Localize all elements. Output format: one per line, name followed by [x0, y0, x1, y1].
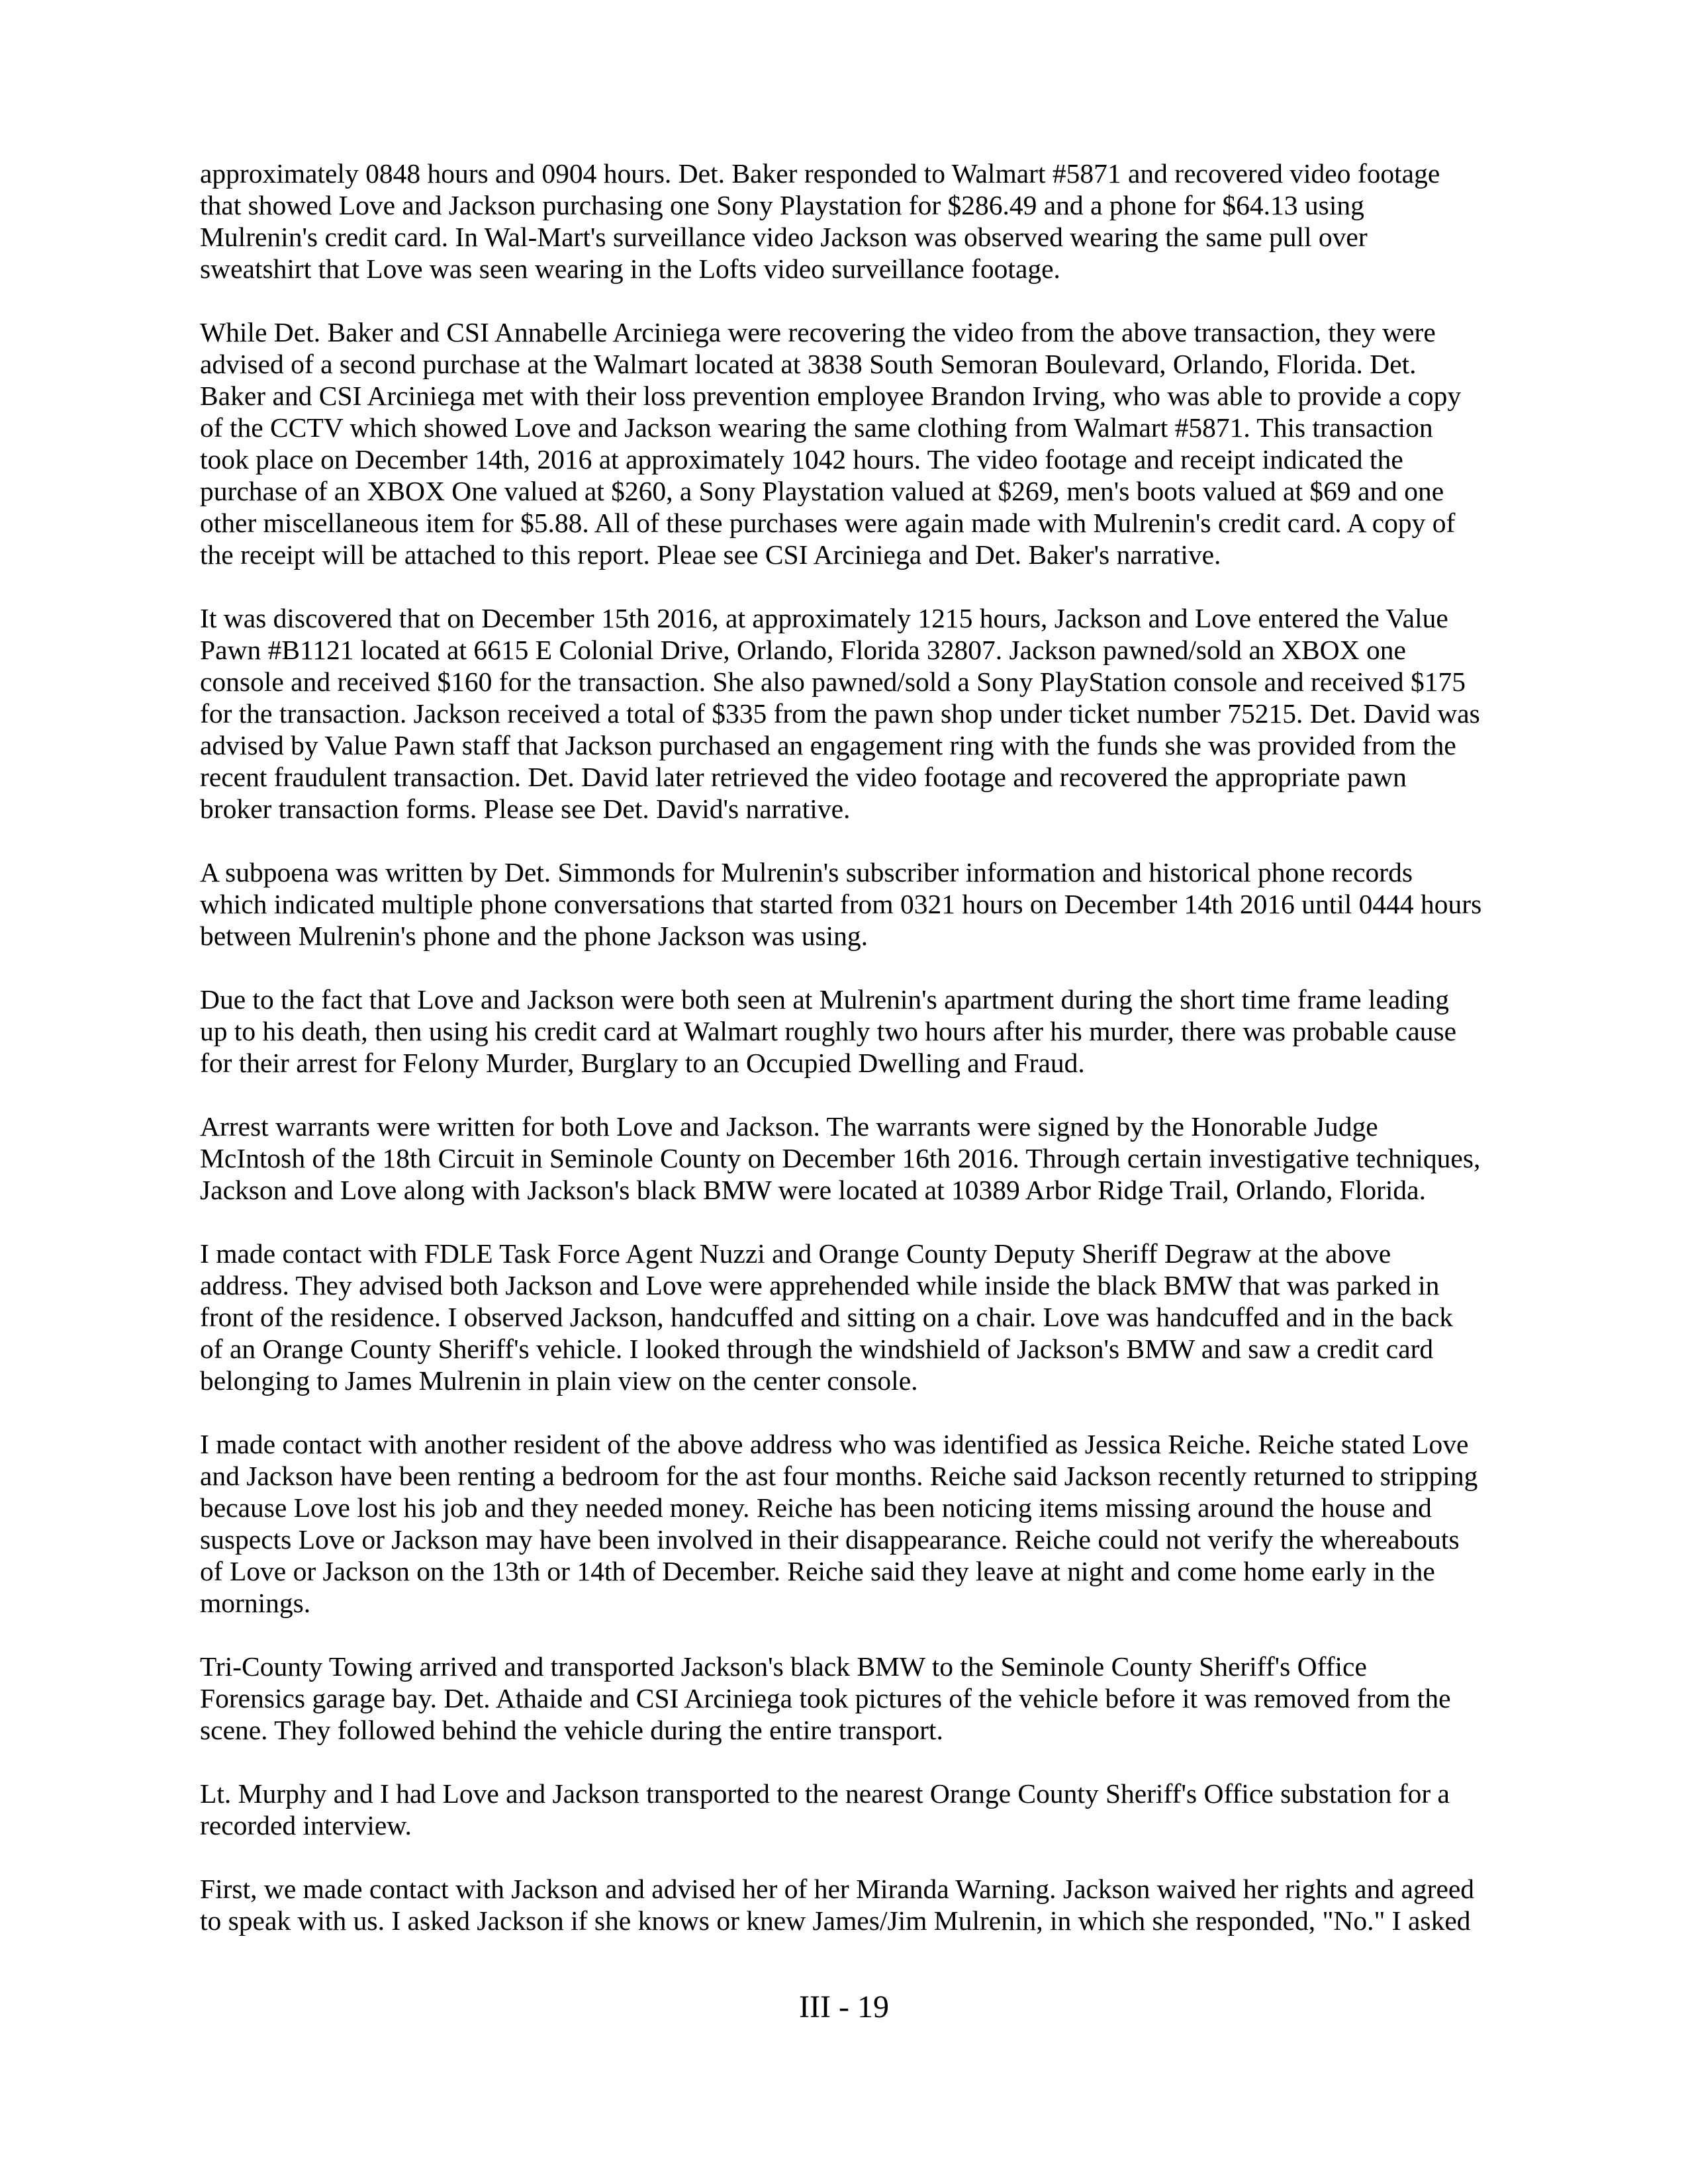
paragraph — [200, 1428, 1497, 1619]
text-line: purchase of an XBOX One valued at $260, a Sony Playstation valued at $269, men's boots valued at $69 and one — [200, 476, 1444, 506]
text-line: Tri-County Towing arrived and transported Jackson's black BMW to the Seminole County Sheriff's Office — [200, 1651, 1367, 1682]
text-line: approximately 0848 hours and 0904 hours. Det. Baker responded to Walmart #5871 and recovered video footage — [200, 158, 1440, 189]
text-line: for their arrest for Felony Murder, Burglary to an Occupied Dwelling and Fraud. — [200, 1048, 1085, 1078]
text-line: other miscellaneous item for $5.88. All of these purchases were again made with Mulrenin's credit card. A copy of — [200, 508, 1456, 538]
text-line: the receipt will be attached to this report. Pleae see CSI Arciniega and Det. Baker's narrative. — [200, 539, 1221, 570]
text-line: console and received $160 for the transaction. She also pawned/sold a Sony PlayStation console and received $175 — [200, 666, 1466, 697]
paragraph — [200, 1111, 1497, 1206]
text-line: for the transaction. Jackson received a total of $335 from the pawn shop under ticket number 75215. Det. David was — [200, 698, 1480, 729]
text-line: Arrest warrants were written for both Love and Jackson. The warrants were signed by the Honorable Judge — [200, 1111, 1378, 1142]
paragraph — [200, 1873, 1497, 1936]
text-line: of Love or Jackson on the 13th or 14th of December. Reiche said they leave at night and come home early in the — [200, 1556, 1435, 1586]
text-line: Pawn #B1121 located at 6615 E Colonial Drive, Orlando, Florida 32807. Jackson pawned/sold an XBOX one — [200, 635, 1406, 665]
report-body — [200, 158, 1497, 1968]
text-line: that showed Love and Jackson purchasing one Sony Playstation for $286.49 and a phone for $64.13 using — [200, 190, 1364, 220]
text-line: which indicated multiple phone conversations that started from 0321 hours on December 14th 2016 until 0444 hours — [200, 889, 1482, 919]
text-line: sweatshirt that Love was seen wearing in the Lofts video surveillance footage. — [200, 253, 1060, 284]
text-line: Jackson and Love along with Jackson's black BMW were located at 10389 Arbor Ridge Trail, Orlando, Florida. — [200, 1175, 1426, 1205]
paragraph — [200, 856, 1497, 952]
text-line: McIntosh of the 18th Circuit in Seminole County on December 16th 2016. Through certain investigative techniques, — [200, 1143, 1481, 1173]
text-line: and Jackson have been renting a bedroom for the ast four months. Reiche said Jackson recently returned to stripping — [200, 1461, 1478, 1491]
text-line: belonging to James Mulrenin in plain view on the center console. — [200, 1365, 918, 1396]
text-line: Due to the fact that Love and Jackson were both seen at Mulrenin's apartment during the short time frame leading — [200, 984, 1450, 1015]
text-line: to speak with us. I asked Jackson if she knows or knew James/Jim Mulrenin, in which she responded, "No." I asked — [200, 1905, 1471, 1936]
text-line: advised by Value Pawn staff that Jackson purchased an engagement ring with the funds she was provided from the — [200, 730, 1456, 760]
text-line: broker transaction forms. Please see Det. David's narrative. — [200, 794, 851, 824]
text-line: address. They advised both Jackson and Love were apprehended while inside the black BMW that was parked in — [200, 1270, 1440, 1300]
text-line: of the CCTV which showed Love and Jackson wearing the same clothing from Walmart #5871. This transaction — [200, 412, 1433, 443]
paragraph — [200, 1651, 1497, 1746]
paragraph — [200, 158, 1497, 285]
text-line: Baker and CSI Arciniega met with their loss prevention employee Brandon Irving, who was able to provide a copy — [200, 381, 1462, 411]
text-line: between Mulrenin's phone and the phone Jackson was using. — [200, 921, 868, 951]
text-line: took place on December 14th, 2016 at approximately 1042 hours. The video footage and receipt indicated the — [200, 444, 1403, 475]
text-line: recent fraudulent transaction. Det. David later retrieved the video footage and recovered the appropriate pawn — [200, 762, 1407, 792]
paragraph — [200, 602, 1497, 825]
text-line: I made contact with FDLE Task Force Agent Nuzzi and Orange County Deputy Sheriff Degraw at the above — [200, 1238, 1391, 1269]
paragraph — [200, 1238, 1497, 1396]
text-line: scene. They followed behind the vehicle during the entire transport. — [200, 1715, 943, 1745]
text-line: Mulrenin's credit card. In Wal-Mart's surveillance video Jackson was observed wearing the same pull over — [200, 222, 1368, 252]
text-line: A subpoena was written by Det. Simmonds for Mulrenin's subscriber information and historical phone records — [200, 857, 1413, 887]
text-line: It was discovered that on December 15th 2016, at approximately 1215 hours, Jackson and Love entered the Value — [200, 603, 1448, 633]
text-line: advised of a second purchase at the Walmart located at 3838 South Semoran Boulevard, Orlando, Florida. Det. — [200, 349, 1417, 379]
text-line: Lt. Murphy and I had Love and Jackson transported to the nearest Orange County Sheriff's Office substation for a — [200, 1778, 1450, 1809]
text-line: suspects Love or Jackson may have been involved in their disappearance. Reiche could not verify the whereabouts — [200, 1524, 1460, 1555]
paragraph — [200, 983, 1497, 1079]
text-line: While Det. Baker and CSI Annabelle Arciniega were recovering the video from the above transaction, they were — [200, 317, 1436, 347]
text-line: Forensics garage bay. Det. Athaide and CSI Arciniega took pictures of the vehicle before it was removed from the — [200, 1683, 1451, 1713]
text-line: mornings. — [200, 1588, 311, 1618]
text-line: First, we made contact with Jackson and advised her of her Miranda Warning. Jackson waived her rights and agreed — [200, 1874, 1475, 1904]
text-line: front of the residence. I observed Jackson, handcuffed and sitting on a chair. Love was handcuffed and in the back — [200, 1302, 1453, 1332]
text-line: because Love lost his job and they needed money. Reiche has been noticing items missing around the house and — [200, 1492, 1432, 1523]
text-line: I made contact with another resident of the above address who was identified as Jessica Reiche. Reiche stated Love — [200, 1429, 1469, 1459]
text-line: up to his death, then using his credit card at Walmart roughly two hours after his murder, there was probable cause — [200, 1016, 1457, 1046]
text-line: recorded interview. — [200, 1810, 412, 1841]
paragraph — [200, 316, 1497, 570]
page-number: III - 19 — [799, 1989, 889, 2025]
paragraph — [200, 1778, 1497, 1841]
text-line: of an Orange County Sheriff's vehicle. I looked through the windshield of Jackson's BMW and saw a credit card — [200, 1334, 1434, 1364]
